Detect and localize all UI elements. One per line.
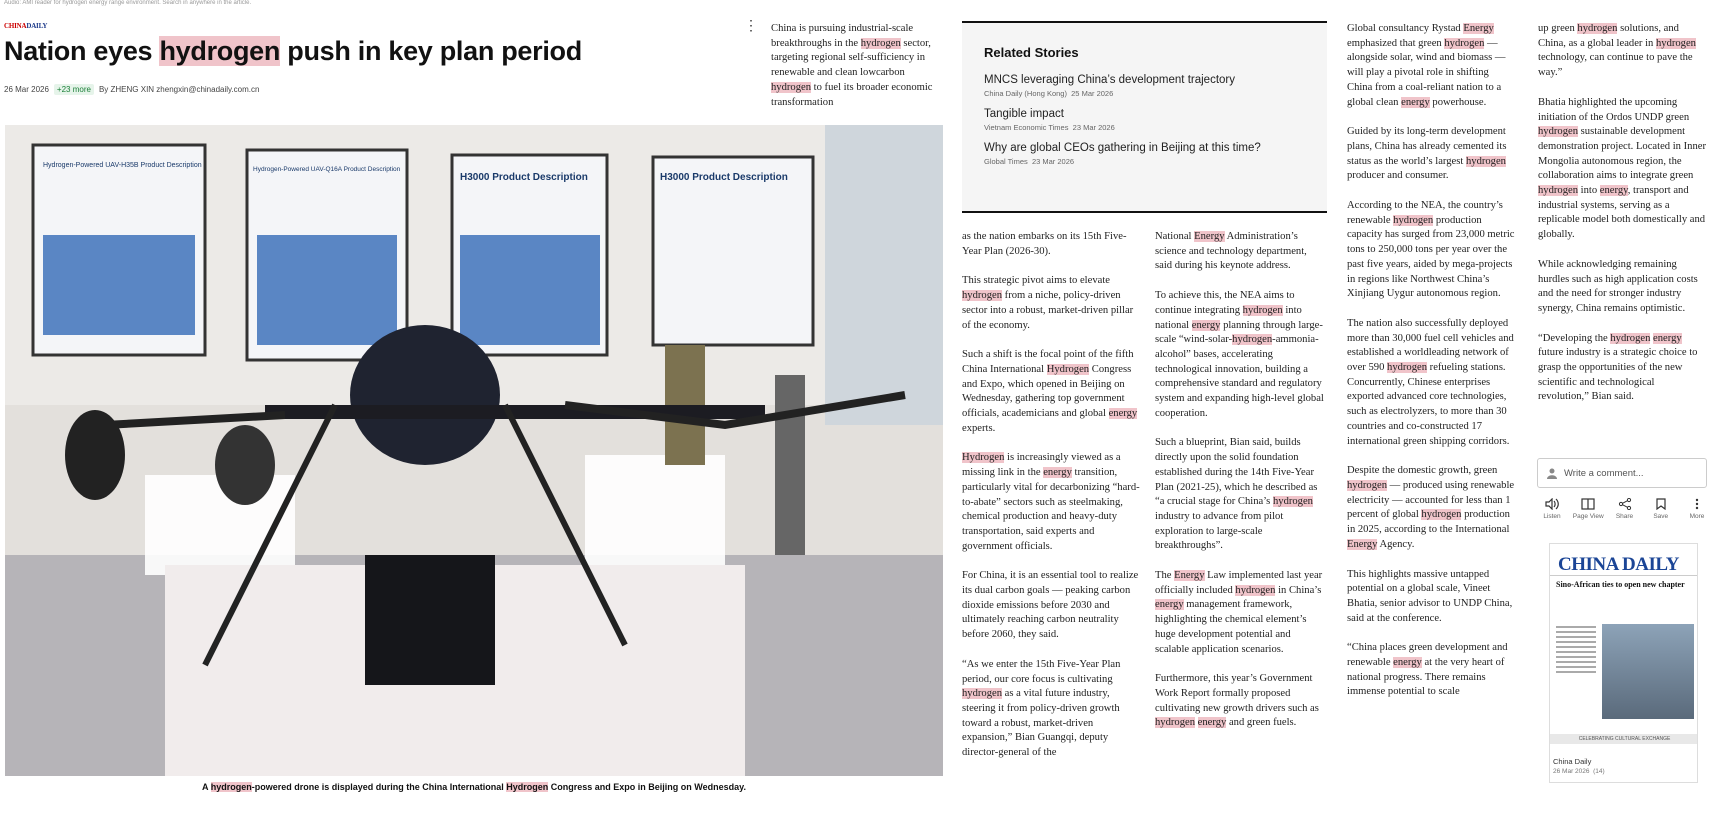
related-story-title[interactable]: Tangible impact <box>984 108 1064 120</box>
bookmark-icon <box>1655 498 1667 510</box>
article-column-1 <box>962 230 1140 776</box>
search-highlight: energy <box>1393 657 1422 669</box>
paragraph-text: into <box>1578 185 1600 197</box>
paragraph-text: This highlights massive untapped potential on a global scale, Vineet Bhatia, senior advisor to UNDP China, said at the conference. <box>1347 568 1513 624</box>
thumbnail-headline: Sino-African ties to open new chapter <box>1556 580 1685 589</box>
search-highlight: hydrogen <box>1421 509 1462 521</box>
save-button[interactable] <box>1646 498 1676 520</box>
paragraph-text: from a niche, policy-driven sector into a robust, market-driven pillar of the economy. <box>962 290 1134 331</box>
paragraph-text: Such a shift is the focal point of the fifth China International <box>962 349 1134 375</box>
article-paragraph <box>1155 672 1325 731</box>
paragraph-text: emphasized that green <box>1347 37 1445 49</box>
article-column-2 <box>1155 230 1325 746</box>
related-stories-panel <box>962 21 1327 213</box>
paragraph-text: Law implemented last year officially included <box>1155 570 1323 596</box>
search-highlight: hydrogen <box>1610 332 1651 344</box>
related-story-meta: China Daily (Hong Kong) 25 Mar 2026 <box>984 89 1114 98</box>
search-highlight: hydrogen <box>1347 479 1388 491</box>
search-highlight: hydrogen <box>1577 23 1618 34</box>
search-highlight: hydrogen <box>1387 362 1428 374</box>
related-story-1[interactable] <box>984 74 1305 98</box>
article-paragraph <box>1538 22 1708 81</box>
paragraph-text: Global consultancy Rystad <box>1347 23 1464 34</box>
thumbnail-masthead-text: CHINA DAILY <box>1558 554 1680 575</box>
thumbnail-strip: CELEBRATING CULTURAL EXCHANGE <box>1550 734 1698 744</box>
search-highlight: energy <box>1599 185 1628 197</box>
product-panel-2 <box>247 150 407 360</box>
listen-label: Listen <box>1543 513 1561 520</box>
share-icon <box>1618 498 1632 510</box>
paragraph-text: The nation also successfully deployed more than 30,000 fuel cell vehicles and established a worldleading network of over 590 <box>1347 317 1514 374</box>
search-highlight: Energy <box>1194 231 1225 242</box>
paragraph-text: Guided by its long-term development plans, China has already cemented its status as the world’s largest <box>1347 126 1507 167</box>
paragraph-text: -ammonia-alcohol” bases, accelerating technological innovation, building a comprehensive standard and regulatory system and expanding high-level global cooperation. <box>1155 334 1324 419</box>
svg-text:H3000 Product Description: H3000 Product Description <box>660 172 788 183</box>
svg-text:Hydrogen-Powered UAV-H35B Prod: Hydrogen-Powered UAV-H35B Product Description <box>43 162 202 169</box>
product-panel-1 <box>33 145 205 355</box>
paragraph-text: Despite the domestic growth, green <box>1347 465 1498 477</box>
article-paragraph <box>962 348 1140 436</box>
svg-text:Hydrogen-Powered UAV-Q16A Prod: Hydrogen-Powered UAV-Q16A Product Description <box>253 166 401 173</box>
article-paragraph <box>1347 317 1515 449</box>
page-view-label: Page View <box>1572 513 1604 520</box>
related-story-meta: Global Times 23 Mar 2026 <box>984 157 1075 166</box>
article-options-icon[interactable]: ⋮ <box>744 17 758 33</box>
search-highlight: hydrogen <box>962 688 1003 700</box>
paragraph-text: is increasingly viewed as a missing link in the <box>962 452 1121 479</box>
paragraph-text: Furthermore, this year’s Government Work Report formally proposed cultivating new growth drivers such as <box>1155 673 1319 714</box>
search-highlight: hydrogen <box>1242 304 1283 316</box>
search-highlight: energy <box>1108 408 1138 420</box>
search-highlight: Energy <box>1463 23 1494 34</box>
article-paragraph <box>1347 22 1515 110</box>
article-column-3 <box>1347 22 1515 715</box>
search-highlight: Energy <box>1174 570 1205 582</box>
paragraph-text: in China’s <box>1275 584 1322 596</box>
search-highlight: energy <box>1401 96 1430 108</box>
search-highlight: hydrogen <box>1232 334 1273 346</box>
related-stories-heading: Related Stories <box>984 45 1079 60</box>
paragraph-text: solutions, and China, as a global leader in <box>1538 23 1679 49</box>
paragraph-text: According to the NEA, the country’s renewable <box>1347 200 1503 226</box>
drone-expo-photo <box>5 125 943 776</box>
more-label: More <box>1689 513 1705 520</box>
search-highlight: energy <box>1043 467 1072 479</box>
page-view-button[interactable] <box>1573 498 1603 520</box>
paragraph-text: management framework, highlighting the chemical element’s huge development potential and scalable application scenarios. <box>1155 599 1307 655</box>
save-label: Save <box>1653 513 1669 520</box>
paragraph-text: production in 2025, according to the International <box>1347 509 1510 536</box>
paragraph-text: — produced using renewable electricity — accounted for less than 1 percent of global <box>1347 479 1515 521</box>
thumbnail-photo <box>1602 624 1694 719</box>
related-story-2[interactable] <box>984 108 1305 132</box>
paragraph-text: into national <box>1155 304 1302 331</box>
photo-caption: A hydrogen-powered drone is displayed during the China International Hydrogen Congress and Expo in Beijing on Wednesday. <box>202 782 746 792</box>
paragraph-text: , transport and industrial systems, serving as a replicable model both domestically and globally. <box>1538 185 1706 241</box>
article-paragraph <box>1538 96 1708 243</box>
search-highlight: hydrogen <box>1465 155 1506 167</box>
paragraph-text: to fuel its broader economic transformation <box>771 81 933 108</box>
svg-text:H3000 Product Description: H3000 Product Description <box>460 172 588 183</box>
paragraph-text: sector, targeting regional self-sufficiency in renewable and clean lowcarbon <box>771 37 931 79</box>
search-highlight: Hydrogen <box>962 452 1005 464</box>
paragraph-text: and green fuels. <box>1226 717 1297 729</box>
paragraph-text: powerhouse. <box>1429 96 1487 108</box>
article-paragraph <box>1347 641 1515 700</box>
paragraph-text: For China, it is an essential tool to realize its dual carbon goals — peaking carbon dioxide emissions before 2030 and ultimately reaching carbon neutrality before 2060, they said. <box>962 570 1139 641</box>
publish-date: 26 Mar 2026 <box>4 85 49 94</box>
search-highlight: hydrogen <box>1155 717 1196 729</box>
product-panel-4 <box>653 157 813 345</box>
thumbnail-text-lines <box>1556 626 1596 676</box>
paragraph-text: While acknowledging remaining hurdles such as high application costs and the need for stronger industry synergy, China remains optimistic. <box>1538 258 1698 314</box>
search-highlight: energy <box>1653 332 1682 344</box>
paragraph-text: up green <box>1538 23 1578 34</box>
article-column-lead <box>771 22 941 125</box>
paragraph-text: production capacity has surged from 23,000 metric tons to 250,000 tons per year over the past five years, aided by mega-projects in regions like Northwest China’s Xinjiang Uygur autonomous region. <box>1347 214 1515 300</box>
search-highlight: hydrogen <box>962 290 1003 302</box>
article-paragraph <box>771 22 941 110</box>
comment-input[interactable] <box>1537 458 1707 488</box>
share-button[interactable] <box>1610 498 1640 520</box>
paragraph-text: planning through large-scale “wind-solar- <box>1155 319 1323 346</box>
paragraph-text: sustainable development demonstration project. Located in Inner Mongolia autonomous region, the collaboration aims to integrate green <box>1538 126 1706 182</box>
paragraph-text: at the very heart of national progress. There remains immense potential to scale <box>1347 657 1505 698</box>
article-photo <box>5 125 943 776</box>
user-icon <box>1546 467 1558 479</box>
article-paragraph <box>1538 258 1708 317</box>
paragraph-text: as a vital future industry, steering it from policy-driven growth toward a robust, market-driven expansion,” Bian Guangqi, deputy director-general of the <box>962 688 1120 759</box>
article-paragraph <box>1347 568 1515 627</box>
related-story-meta: Vietnam Economic Times 23 Mar 2026 <box>984 123 1115 132</box>
byline: By ZHENG XIN zhengxin@chinadaily.com.cn <box>98 85 260 94</box>
paragraph-text: refueling stations. Concurrently, Chinese enterprises exported advanced core technologies, such as electrolyzers, to more than 30 countries and co-constructed 17 international green shipping corridors. <box>1347 362 1510 447</box>
paragraph-text: industry to advance from pilot exploration to large-scale breakthroughs”. <box>1155 510 1284 552</box>
page-view-icon <box>1581 498 1595 510</box>
more-authors-badge[interactable]: +23 more <box>54 84 94 95</box>
more-icon <box>1691 498 1703 510</box>
article-paragraph <box>1155 436 1325 554</box>
paragraph-text: To achieve this, the NEA aims to continue integrating <box>1155 290 1295 316</box>
article-meta <box>4 84 259 95</box>
paragraph-text: transition, particularly vital for decarbonizing “hard-to-abate” sectors such as steelmaking, chemical production and heavy-duty transportation, said experts and government officials. <box>962 467 1140 552</box>
more-button[interactable] <box>1682 498 1712 520</box>
paragraph-text: Bhatia highlighted the upcoming initiation of the Ordos UNDP green <box>1538 96 1690 123</box>
top-hint-bar: Audio: AMI reader for hydrogen energy range environment. Search in anywhere in the article. <box>4 0 252 6</box>
search-highlight: energy <box>1155 599 1184 611</box>
article-paragraph <box>1347 464 1515 552</box>
related-story-3[interactable] <box>984 142 1305 166</box>
article-paragraph <box>962 274 1140 333</box>
paragraph-text: “Developing the <box>1538 332 1611 344</box>
article-paragraph <box>1155 569 1325 657</box>
article-paragraph <box>1347 125 1515 184</box>
search-highlight: energy <box>1197 717 1227 729</box>
article-paragraph <box>1155 289 1325 421</box>
share-label: Share <box>1615 513 1634 520</box>
paragraph-text: Agency. <box>1377 538 1415 550</box>
search-highlight: hydrogen <box>1393 214 1434 226</box>
comment-placeholder: Write a comment... <box>1564 467 1644 479</box>
article-paragraph <box>1155 230 1325 274</box>
search-highlight: energy <box>1191 319 1221 331</box>
speaker-icon <box>1545 498 1559 510</box>
paragraph-text: technology, can continue to pave the way.” <box>1538 52 1693 79</box>
search-highlight: Energy <box>1347 538 1378 550</box>
article-paragraph <box>962 658 1140 761</box>
paragraph-text: future industry is a strategic choice to grasp the opportunities of the new scientific and technological revolution,” Bian said. <box>1538 347 1698 403</box>
article-paragraph <box>1347 199 1515 302</box>
article-toolbar <box>1537 498 1712 520</box>
listen-button[interactable] <box>1537 498 1567 520</box>
paragraph-text: experts. <box>962 422 996 434</box>
china-daily-logo: CHINADAILY <box>4 22 48 30</box>
article-paragraph <box>962 451 1140 554</box>
paragraph-text: as the nation embarks on its 15th Five-Year Plan (2026-30). <box>962 231 1127 257</box>
search-highlight: hydrogen <box>1538 126 1579 138</box>
search-highlight: hydrogen <box>1444 37 1485 49</box>
search-highlight: Hydrogen <box>1046 363 1090 375</box>
article-paragraph <box>962 569 1140 643</box>
article-title: Nation eyes hydrogen push in key plan period <box>4 36 582 66</box>
search-highlight: hydrogen <box>860 37 901 49</box>
search-highlight: hydrogen <box>1235 584 1276 596</box>
paragraph-text: Congress and Expo, which opened in Beijing on Wednesday, gathering top government officials, academicians and global <box>962 363 1132 420</box>
paragraph-text: Administration’s science and technology department, said during his keynote address. <box>1155 231 1307 272</box>
article-paragraph <box>962 230 1140 259</box>
thumbnail-date: 26 Mar 2026 (14) <box>1553 768 1605 775</box>
search-highlight: hydrogen <box>771 81 812 93</box>
related-story-title[interactable]: MNCS leveraging China’s development trajectory <box>984 74 1235 86</box>
paragraph-text: “As we enter the 15th Five-Year Plan period, our core focus is cultivating <box>962 658 1121 685</box>
article-paragraph <box>1538 332 1708 406</box>
paragraph-text: This strategic pivot aims to elevate <box>962 275 1110 287</box>
paragraph-text: — alongside solar, wind and biomass — will play a pivotal role in shifting China from a coal-reliant nation to a global clean <box>1347 37 1506 108</box>
search-highlight: hydrogen <box>1538 185 1579 197</box>
search-highlight: hydrogen <box>1272 496 1313 508</box>
paragraph-text: The <box>1155 570 1175 582</box>
paragraph-text: producer and consumer. <box>1347 170 1449 182</box>
product-panel-3 <box>452 155 607 355</box>
paragraph-text: Such a blueprint, Bian said, builds directly upon the solid foundation established during the 14th Five-Year Plan (2021-25), which he described as “a crucial stage for China’s <box>1155 437 1318 508</box>
article-column-4 <box>1538 22 1708 420</box>
thumbnail-publication: China Daily <box>1553 757 1592 766</box>
paragraph-text: China is pursuing industrial-scale breakthroughs in the <box>771 23 914 49</box>
paragraph-text: “China places green development and renewable <box>1347 642 1508 669</box>
newspaper-edition-thumbnail[interactable] <box>1549 543 1698 783</box>
search-highlight: hydrogen <box>1655 37 1696 49</box>
thumbnail-masthead <box>1550 544 1697 576</box>
paragraph-text: National <box>1155 231 1195 242</box>
related-story-title[interactable]: Why are global CEOs gathering in Beijing at this time? <box>984 142 1261 154</box>
